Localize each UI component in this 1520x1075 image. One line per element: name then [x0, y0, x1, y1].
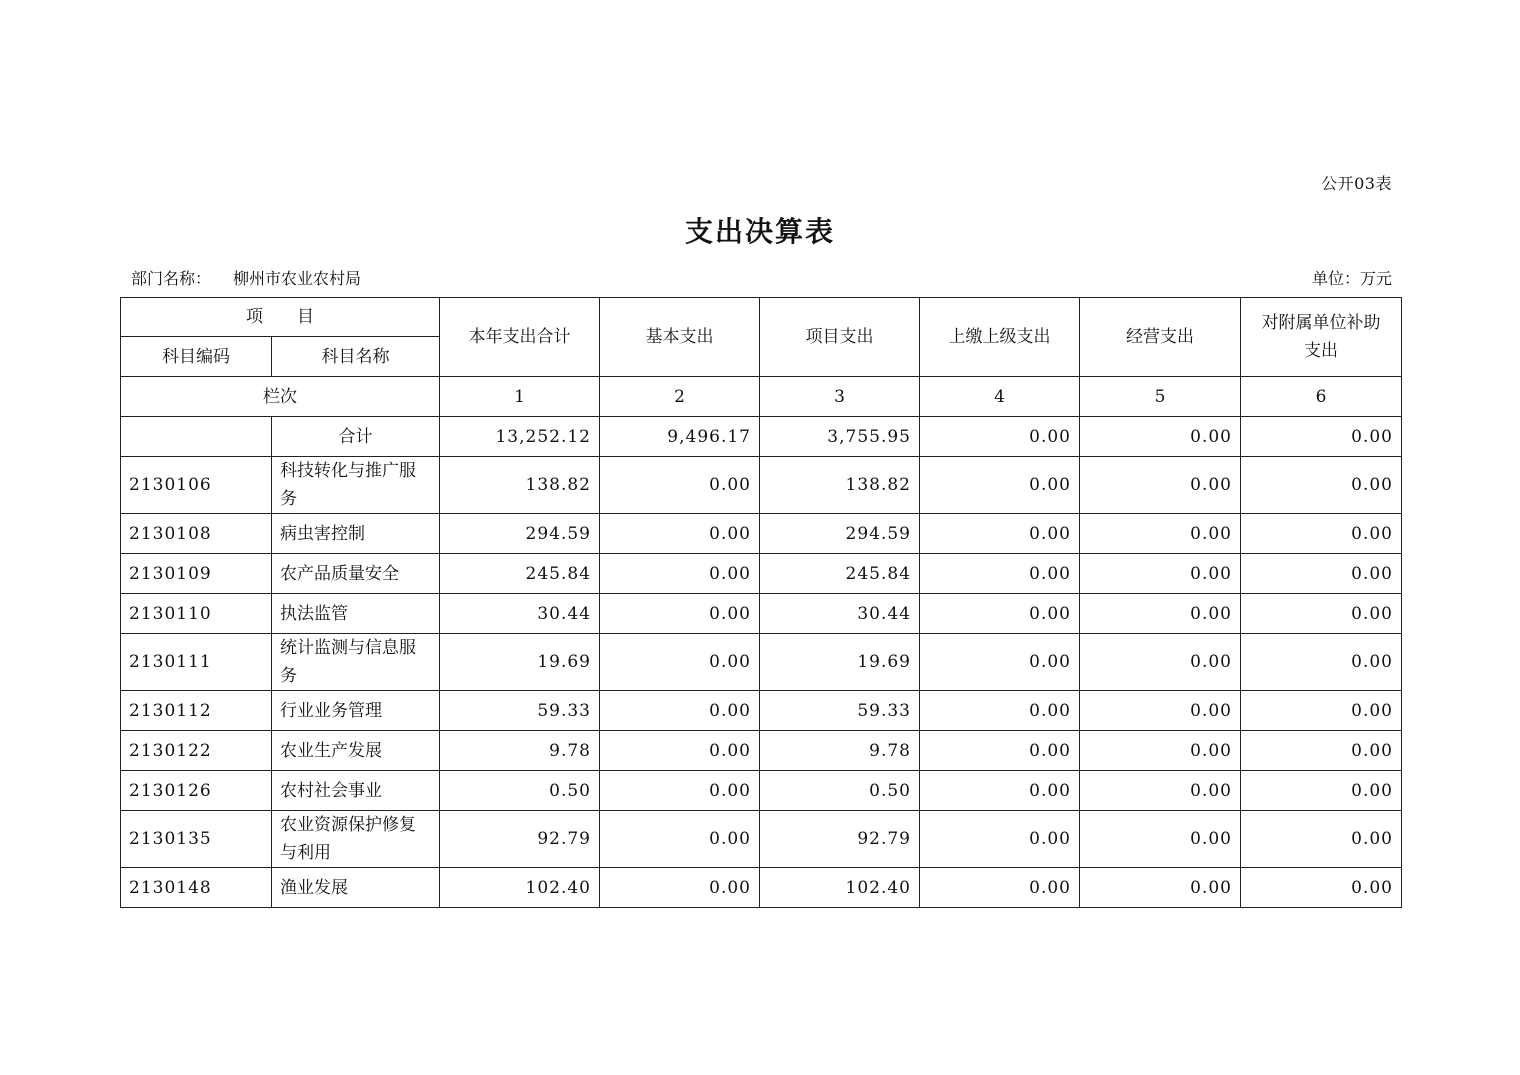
- row-value-3: 9.78: [760, 731, 920, 771]
- total-row: [121, 417, 1402, 457]
- row-code: 2130135: [121, 811, 272, 868]
- row-value-4: 0.00: [920, 457, 1080, 514]
- row-value-2: 0.00: [600, 457, 760, 514]
- form-number: 公开03表: [1321, 174, 1392, 193]
- table-row: [121, 731, 1402, 771]
- row-code: 2130112: [121, 691, 272, 731]
- header-line-4: 4: [920, 377, 1080, 417]
- row-value-4: 0.00: [920, 514, 1080, 554]
- total-value-1: 13,252.12: [440, 417, 600, 457]
- department-line: [131, 266, 361, 289]
- table-row: [121, 811, 1402, 868]
- row-value-3: 0.50: [760, 771, 920, 811]
- row-value-5: 0.00: [1080, 457, 1241, 514]
- total-label: 合计: [272, 417, 440, 457]
- row-value-5: 0.00: [1080, 691, 1241, 731]
- row-value-6: 0.00: [1241, 811, 1402, 868]
- row-value-5: 0.00: [1080, 514, 1241, 554]
- row-code: 2130108: [121, 514, 272, 554]
- unit-label: 单位：万元: [1311, 269, 1392, 288]
- department-label: 部门名称：: [131, 269, 212, 288]
- row-value-3: 30.44: [760, 594, 920, 634]
- row-value-6: 0.00: [1241, 731, 1402, 771]
- row-value-2: 0.00: [600, 554, 760, 594]
- header-name: 科目名称: [272, 337, 440, 377]
- header-line-2: 2: [600, 377, 760, 417]
- row-value-3: 245.84: [760, 554, 920, 594]
- row-value-3: 19.69: [760, 634, 920, 691]
- table-row: [121, 771, 1402, 811]
- row-name: 农产品质量安全: [272, 554, 440, 594]
- row-value-1: 245.84: [440, 554, 600, 594]
- row-value-5: 0.00: [1080, 594, 1241, 634]
- row-value-1: 294.59: [440, 514, 600, 554]
- row-value-5: 0.00: [1080, 868, 1241, 908]
- row-value-2: 0.00: [600, 594, 760, 634]
- row-value-3: 138.82: [760, 457, 920, 514]
- row-value-3: 92.79: [760, 811, 920, 868]
- row-name: 病虫害控制: [272, 514, 440, 554]
- row-value-4: 0.00: [920, 691, 1080, 731]
- row-value-5: 0.00: [1080, 811, 1241, 868]
- row-value-1: 92.79: [440, 811, 600, 868]
- row-value-4: 0.00: [920, 811, 1080, 868]
- header-project: 项目支出: [760, 298, 920, 377]
- row-value-6: 0.00: [1241, 514, 1402, 554]
- row-value-1: 19.69: [440, 634, 600, 691]
- table-row: [121, 868, 1402, 908]
- row-name: 执法监管: [272, 594, 440, 634]
- row-code: 2130148: [121, 868, 272, 908]
- row-value-1: 138.82: [440, 457, 600, 514]
- row-value-6: 0.00: [1241, 771, 1402, 811]
- table-row: [121, 554, 1402, 594]
- table-row: [121, 457, 1402, 514]
- row-name: 行业业务管理: [272, 691, 440, 731]
- row-value-3: 102.40: [760, 868, 920, 908]
- total-value-6: 0.00: [1241, 417, 1402, 457]
- header-business: 经营支出: [1080, 298, 1241, 377]
- row-value-5: 0.00: [1080, 554, 1241, 594]
- table-row: [121, 594, 1402, 634]
- header-code: 科目编码: [121, 337, 272, 377]
- total-value-4: 0.00: [920, 417, 1080, 457]
- row-code: 2130110: [121, 594, 272, 634]
- row-value-3: 59.33: [760, 691, 920, 731]
- row-value-1: 102.40: [440, 868, 600, 908]
- header-total: 本年支出合计: [440, 298, 600, 377]
- row-name: 农业资源保护修复与利用: [272, 811, 440, 868]
- row-name: 农村社会事业: [272, 771, 440, 811]
- row-value-5: 0.00: [1080, 771, 1241, 811]
- row-value-6: 0.00: [1241, 554, 1402, 594]
- header-line-3: 3: [760, 377, 920, 417]
- header-basic: 基本支出: [600, 298, 760, 377]
- table-row: [121, 634, 1402, 691]
- row-value-2: 0.00: [600, 811, 760, 868]
- row-code: 2130109: [121, 554, 272, 594]
- row-value-3: 294.59: [760, 514, 920, 554]
- row-name: 农业生产发展: [272, 731, 440, 771]
- row-value-1: 30.44: [440, 594, 600, 634]
- row-value-4: 0.00: [920, 731, 1080, 771]
- row-value-4: 0.00: [920, 771, 1080, 811]
- header-line-5: 5: [1080, 377, 1241, 417]
- table-row: [121, 514, 1402, 554]
- row-value-6: 0.00: [1241, 457, 1402, 514]
- row-value-4: 0.00: [920, 594, 1080, 634]
- row-code: 2130106: [121, 457, 272, 514]
- total-value-2: 9,496.17: [600, 417, 760, 457]
- row-name: 统计监测与信息服务: [272, 634, 440, 691]
- page-title: 支出决算表: [684, 215, 835, 248]
- row-name: 渔业发展: [272, 868, 440, 908]
- header-subsidy: 对附属单位补助支出: [1241, 298, 1402, 377]
- header-line-label: 栏次: [121, 377, 440, 417]
- row-value-2: 0.00: [600, 634, 760, 691]
- table-row: [121, 691, 1402, 731]
- row-value-6: 0.00: [1241, 634, 1402, 691]
- row-value-2: 0.00: [600, 771, 760, 811]
- row-value-5: 0.00: [1080, 634, 1241, 691]
- row-value-4: 0.00: [920, 634, 1080, 691]
- row-value-1: 0.50: [440, 771, 600, 811]
- row-code: 2130126: [121, 771, 272, 811]
- row-value-1: 9.78: [440, 731, 600, 771]
- row-value-5: 0.00: [1080, 731, 1241, 771]
- row-name: 科技转化与推广服务: [272, 457, 440, 514]
- header-item: 项 目: [121, 298, 440, 337]
- row-value-2: 0.00: [600, 868, 760, 908]
- row-value-6: 0.00: [1241, 594, 1402, 634]
- total-value-5: 0.00: [1080, 417, 1241, 457]
- total-code-cell: [121, 417, 272, 457]
- row-code: 2130122: [121, 731, 272, 771]
- header-line-1: 1: [440, 377, 600, 417]
- row-value-1: 59.33: [440, 691, 600, 731]
- total-value-3: 3,755.95: [760, 417, 920, 457]
- header-line-6: 6: [1241, 377, 1402, 417]
- row-value-2: 0.00: [600, 731, 760, 771]
- row-value-4: 0.00: [920, 554, 1080, 594]
- department-name: 柳州市农业农村局: [233, 269, 362, 288]
- row-value-4: 0.00: [920, 868, 1080, 908]
- row-code: 2130111: [121, 634, 272, 691]
- expenditure-table: [120, 297, 1402, 908]
- row-value-6: 0.00: [1241, 868, 1402, 908]
- header-upper: 上缴上级支出: [920, 298, 1080, 377]
- row-value-2: 0.00: [600, 691, 760, 731]
- row-value-6: 0.00: [1241, 691, 1402, 731]
- row-value-2: 0.00: [600, 514, 760, 554]
